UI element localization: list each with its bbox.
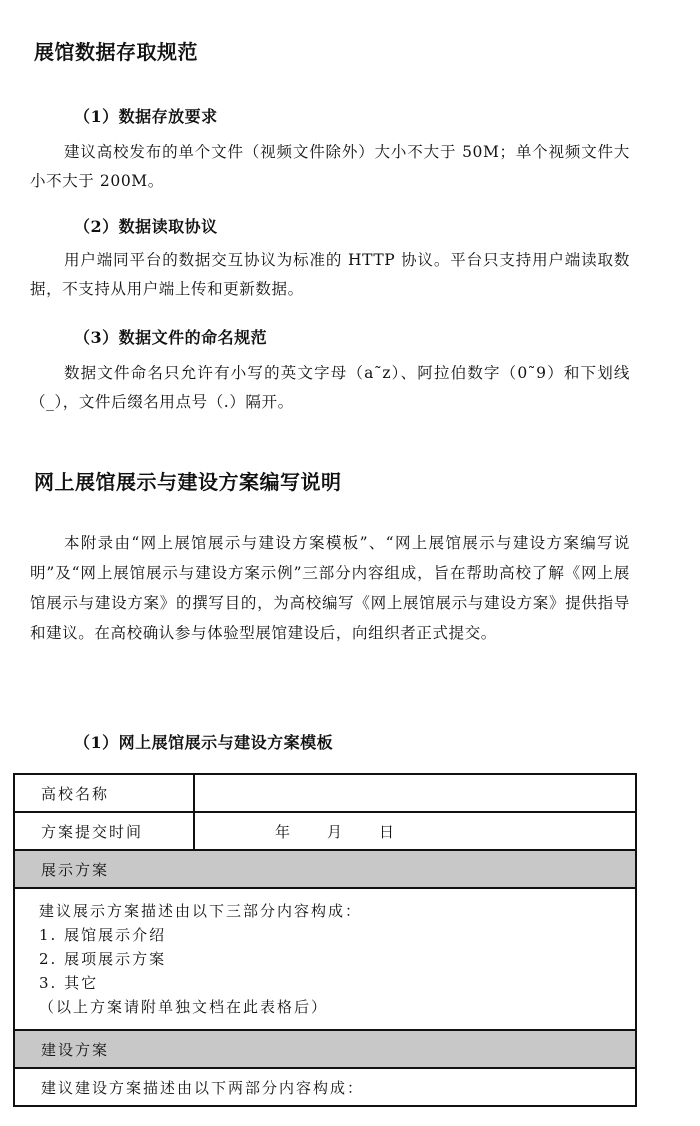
display-plan-header: 展示方案 xyxy=(14,850,636,888)
year-label: 年 xyxy=(275,822,291,841)
submit-date-label: 方案提交时间 xyxy=(14,812,194,850)
day-label: 日 xyxy=(379,822,395,841)
school-name-label: 高校名称 xyxy=(14,774,194,812)
plan-form-table xyxy=(13,773,637,1107)
table-row xyxy=(14,1030,636,1068)
subheading-protocol: （2）数据读取协议 xyxy=(74,217,218,236)
display-item-1: 1. 展馆展示介绍 xyxy=(39,926,167,944)
paragraph-intro: 本附录由“网上展馆展示与建设方案模板”、“网上展馆展示与建设方案编写说明”及“网上展馆展示与建设方案示例”三部分内容组成，旨在帮助高校了解《网上展馆展示与建设方案》的撰写目的，为高校编写《网上展馆展示与建设方案》提供指导和建议。在高校确认参与体验型展馆建设后，向组织者正式提交。 xyxy=(30,534,630,642)
display-plan-intro: 建议展示方案描述由以下三部分内容构成： xyxy=(39,902,363,920)
subheading-naming: （3）数据文件的命名规范 xyxy=(74,328,268,347)
table-row xyxy=(14,812,636,850)
table-row xyxy=(14,774,636,812)
build-plan-content[interactable]: 建议建设方案描述由以下两部分内容构成： xyxy=(14,1068,636,1106)
table-row xyxy=(14,1068,636,1106)
display-plan-content[interactable] xyxy=(14,888,636,1030)
paragraph-protocol: 用户端同平台的数据交互协议为标准的 HTTP 协议。平台只支持用户端读取数据，不支持从用户端上传和更新数据。 xyxy=(30,251,630,298)
section-title-data-access: 展馆数据存取规范 xyxy=(34,40,198,64)
table-row xyxy=(14,850,636,888)
subheading-template: （1）网上展馆展示与建设方案模板 xyxy=(74,733,334,752)
build-plan-header: 建设方案 xyxy=(14,1030,636,1068)
paragraph-storage: 建议高校发布的单个文件（视频文件除外）大小不大于 50M；单个视频文件大小不大于 200M。 xyxy=(30,143,630,190)
month-label: 月 xyxy=(327,822,343,841)
section-title-plan: 网上展馆展示与建设方案编写说明 xyxy=(34,470,342,494)
display-item-2: 2. 展项展示方案 xyxy=(39,950,167,968)
paragraph-naming: 数据文件命名只允许有小写的英文字母（a˜z）、阿拉伯数字（0˜9）和下划线（_），文件后缀名用点号（.）隔开。 xyxy=(30,364,630,411)
display-item-3: 3. 其它 xyxy=(39,974,99,992)
table-row xyxy=(14,888,636,1030)
school-name-field[interactable] xyxy=(194,774,636,812)
display-plan-note: （以上方案请附单独文档在此表格后） xyxy=(39,998,329,1016)
submit-date-field[interactable] xyxy=(194,812,636,850)
subheading-storage: （1）数据存放要求 xyxy=(74,107,218,126)
